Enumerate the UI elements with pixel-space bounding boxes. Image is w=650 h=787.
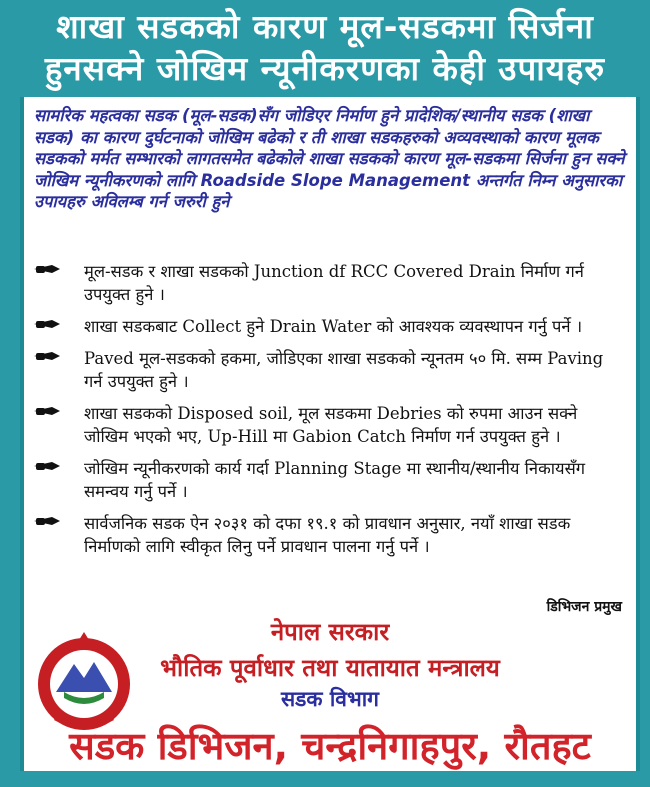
list-item-text: शाखा सडकको Disposed soil, मूल सडकमा Debries को रुपमा आउन सक्ने जोखिम भएको भए, Up-Hill मा Gabion Catch निर्माण गर्न उपयुक्त हुने । bbox=[84, 404, 578, 446]
pointing-hand-icon bbox=[34, 460, 60, 472]
header-title-line1: शाखा सडकको कारण मूल-सडकमा सिर्जना bbox=[56, 7, 594, 46]
pointing-hand-icon bbox=[34, 263, 60, 275]
list-item bbox=[24, 315, 636, 338]
list-item-text: जोखिम न्यूनीकरणको कार्य गर्दा Planning Stage मा स्थानीय/स्थानीय निकायसँग समन्वय गर्नु पर्ने । bbox=[84, 459, 586, 501]
notice-panel bbox=[20, 97, 640, 771]
ministry-name: भौतिक पूर्वाधार तथा यातायात मन्त्रालय bbox=[160, 654, 500, 682]
department-name: सडक विभाग bbox=[280, 687, 379, 711]
list-item-text: Paved मूल-सडकको हकमा, जोडिएका शाखा सडकको न्यूनतम ५० मि. सम्म Paving गर्न उपयुक्त हुने । bbox=[84, 349, 604, 391]
list-item-text: मूल-सडक र शाखा सडकको Junction df RCC Covered Drain निर्माण गर्न उपयुक्त हुने । bbox=[84, 262, 584, 304]
signature-title: डिभिजन प्रमुख bbox=[546, 599, 622, 615]
intro-paragraph: सामरिक महत्वका सडक (मूल-सडक)सँग जोडिएर निर्माण हुने प्रादेशिक/स्थानीय सडक (शाखा सडक) का कारण दुर्घटनाको जोखिम बढेको र ती शाखा सडकहरुको अव्यवस्थाको कारण मूलक सडकको मर्मत सम्भारको लागतसमेत बढेकोले शाखा सडकको कारण मूल-सडकमा सिर्जना हुन सक्ने जोखिम न्यूनीकरणको लागि Roadside Slope Management अन्तर्गत निम्न अनुसारका उपायहरु अविलम्ब गर्न जरुरी हुने bbox=[34, 106, 625, 211]
office-name: सडक डिभिजन, चन्द्रनिगाहपुर, रौतहट bbox=[69, 724, 591, 768]
list-item bbox=[24, 347, 636, 393]
header-title-line2: हुनसक्ने जोखिम न्यूनीकरणका केही उपायहरु bbox=[44, 49, 606, 88]
measures-list bbox=[24, 260, 636, 567]
list-item bbox=[24, 457, 636, 503]
list-item bbox=[24, 512, 636, 558]
list-item-text: शाखा सडकबाट Collect हुने Drain Water को आवश्यक व्यवस्थापन गर्नु पर्ने । bbox=[84, 317, 583, 336]
pointing-hand-icon bbox=[34, 405, 60, 417]
list-item bbox=[24, 260, 636, 306]
list-item-text: सार्वजनिक सडक ऐन २०३१ को दफा १९.१ को प्रावधान अनुसार, नयाँ शाखा सडक निर्माणको लागि स्वीकृत लिनु पर्ने प्रावधान पालना गर्नु पर्ने । bbox=[84, 514, 571, 556]
header-banner bbox=[0, 0, 650, 95]
pointing-hand-icon bbox=[34, 318, 60, 330]
pointing-hand-icon bbox=[34, 515, 60, 527]
gov-name: नेपाल सरकार bbox=[270, 618, 390, 646]
pointing-hand-icon bbox=[34, 350, 60, 362]
list-item bbox=[24, 402, 636, 448]
